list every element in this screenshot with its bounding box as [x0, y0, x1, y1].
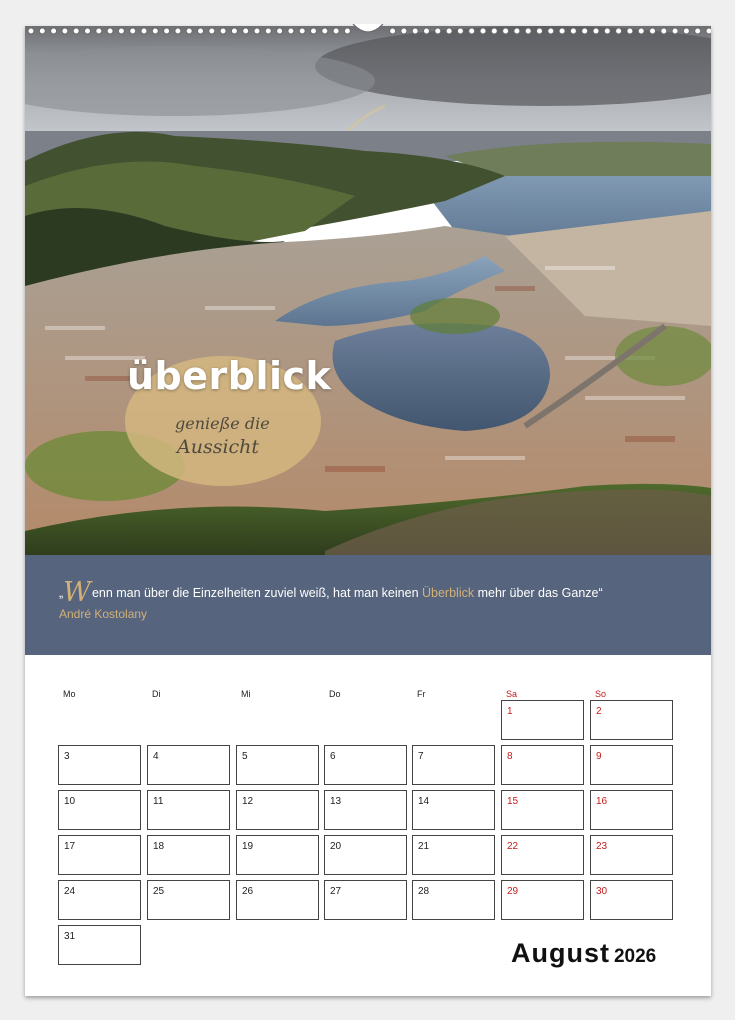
binding-hole [175, 28, 181, 34]
day-cell [236, 835, 319, 875]
binding-hole [277, 28, 283, 34]
day-number: 13 [330, 796, 342, 807]
day-cell [412, 790, 495, 830]
day-cell [58, 835, 141, 875]
binding-hole [198, 28, 204, 34]
day-cell [590, 745, 673, 785]
day-number: 23 [596, 841, 608, 852]
binding-hole [446, 28, 452, 34]
day-number: 28 [418, 886, 430, 897]
binding-hole [231, 28, 237, 34]
binding-hole [457, 28, 463, 34]
binding-hole [220, 28, 226, 34]
day-cell [58, 790, 141, 830]
binding-hole [503, 28, 509, 34]
day-cell [147, 790, 230, 830]
binding-hole [85, 28, 91, 34]
binding-hole [559, 28, 565, 34]
weekday-header: Mo [63, 689, 76, 699]
binding-hole [424, 28, 430, 34]
day-number: 19 [242, 841, 254, 852]
binding-hole [672, 28, 678, 34]
day-cell [590, 880, 673, 920]
day-cell [501, 700, 584, 740]
weekday-header: So [595, 689, 607, 699]
day-number: 2 [596, 706, 602, 717]
day-cell [501, 880, 584, 920]
binding-hole [344, 28, 350, 34]
day-cell [324, 790, 407, 830]
day-cell [236, 790, 319, 830]
badge-subtitle-line1: genieße die [175, 414, 270, 433]
binding-hole [118, 28, 124, 34]
day-cell [324, 880, 407, 920]
day-cell [501, 835, 584, 875]
day-number: 20 [330, 841, 342, 852]
day-number: 6 [330, 751, 336, 762]
binding-hole [593, 28, 599, 34]
hanger-notch [353, 24, 383, 32]
binding-hole [683, 28, 689, 34]
binding-hole [525, 28, 531, 34]
binding-hole [435, 28, 441, 34]
month-name: August [511, 938, 610, 968]
day-cell [412, 880, 495, 920]
day-cell [58, 925, 141, 965]
quote-text [59, 577, 603, 608]
quote-text-before: enn man über die Einzelheiten zuviel weiß, hat man keinen [91, 586, 422, 600]
day-cell [147, 880, 230, 920]
quote-text-after: mehr über das Ganze“ [474, 586, 603, 600]
day-number: 24 [64, 886, 76, 897]
binding-hole [311, 28, 317, 34]
binding-hole [480, 28, 486, 34]
calendar-page [25, 26, 711, 996]
day-number: 8 [507, 751, 513, 762]
day-cell [147, 745, 230, 785]
quote-dropcap: W [63, 577, 91, 608]
quote-highlight: Überblick [422, 586, 475, 600]
day-cell [501, 745, 584, 785]
binding-hole [491, 28, 497, 34]
day-number: 10 [64, 796, 76, 807]
day-number: 27 [330, 886, 342, 897]
binding-hole [650, 28, 656, 34]
binding-hole [548, 28, 554, 34]
binding-hole [243, 28, 249, 34]
binding-hole [401, 28, 407, 34]
day-number: 18 [153, 841, 165, 852]
weekday-header: Do [329, 689, 341, 699]
day-number: 29 [507, 886, 519, 897]
day-number: 9 [596, 751, 602, 762]
day-cell [590, 790, 673, 830]
quote-band [25, 555, 711, 655]
day-number: 7 [418, 751, 424, 762]
day-number: 14 [418, 796, 430, 807]
day-number: 21 [418, 841, 430, 852]
binding-hole [130, 28, 136, 34]
day-cell [412, 835, 495, 875]
day-number: 1 [507, 706, 513, 717]
day-cell [236, 745, 319, 785]
weekday-header: Di [152, 689, 161, 699]
binding-hole [582, 28, 588, 34]
binding-hole [616, 28, 622, 34]
day-number: 4 [153, 751, 159, 762]
day-number: 22 [507, 841, 519, 852]
binding-hole [390, 28, 396, 34]
binding-hole [209, 28, 215, 34]
day-number: 30 [596, 886, 608, 897]
weekday-header: Sa [506, 689, 518, 699]
binding-hole [638, 28, 644, 34]
day-cell [324, 745, 407, 785]
day-number: 26 [242, 886, 254, 897]
month-title [511, 938, 656, 969]
binding-hole [164, 28, 170, 34]
day-cell [147, 835, 230, 875]
quote-open-mark: „ [59, 586, 64, 600]
binding-hole [627, 28, 633, 34]
quote-author: André Kostolany [59, 607, 148, 621]
binding-hole [39, 28, 45, 34]
badge-subtitle-line2: Aussicht [177, 436, 260, 458]
binding-hole [51, 28, 57, 34]
binding-hole [469, 28, 475, 34]
binding-hole [695, 28, 701, 34]
ueberblick-badge [125, 352, 332, 487]
day-number: 31 [64, 931, 76, 942]
binding-hole [299, 28, 305, 34]
spiral-binding [25, 24, 711, 38]
binding-hole [537, 28, 543, 34]
binding-hole [288, 28, 294, 34]
binding-hole [62, 28, 68, 34]
binding-hole [73, 28, 79, 34]
weekday-header: Fr [417, 689, 426, 699]
day-cell [590, 835, 673, 875]
binding-hole [152, 28, 158, 34]
binding-hole [412, 28, 418, 34]
binding-hole [604, 28, 610, 34]
binding-hole [706, 28, 711, 34]
binding-hole [265, 28, 271, 34]
binding-hole [186, 28, 192, 34]
day-cell [501, 790, 584, 830]
day-number: 15 [507, 796, 519, 807]
day-cell [590, 700, 673, 740]
day-number: 17 [64, 841, 76, 852]
binding-hole [333, 28, 339, 34]
binding-hole [570, 28, 576, 34]
binding-hole [141, 28, 147, 34]
day-cell [412, 745, 495, 785]
day-cell [58, 745, 141, 785]
weekday-header: Mi [241, 689, 251, 699]
badge-title: überblick [127, 354, 332, 398]
day-number: 25 [153, 886, 165, 897]
binding-hole [107, 28, 113, 34]
day-number: 3 [64, 751, 70, 762]
day-cell [324, 835, 407, 875]
day-number: 16 [596, 796, 608, 807]
day-number: 12 [242, 796, 254, 807]
binding-hole [514, 28, 520, 34]
binding-hole [254, 28, 260, 34]
binding-hole [96, 28, 102, 34]
binding-hole [661, 28, 667, 34]
day-cell [236, 880, 319, 920]
binding-hole [28, 28, 34, 34]
day-number: 5 [242, 751, 248, 762]
year: 2026 [613, 946, 657, 967]
binding-hole [322, 28, 328, 34]
day-number: 11 [153, 796, 164, 807]
day-cell [58, 880, 141, 920]
